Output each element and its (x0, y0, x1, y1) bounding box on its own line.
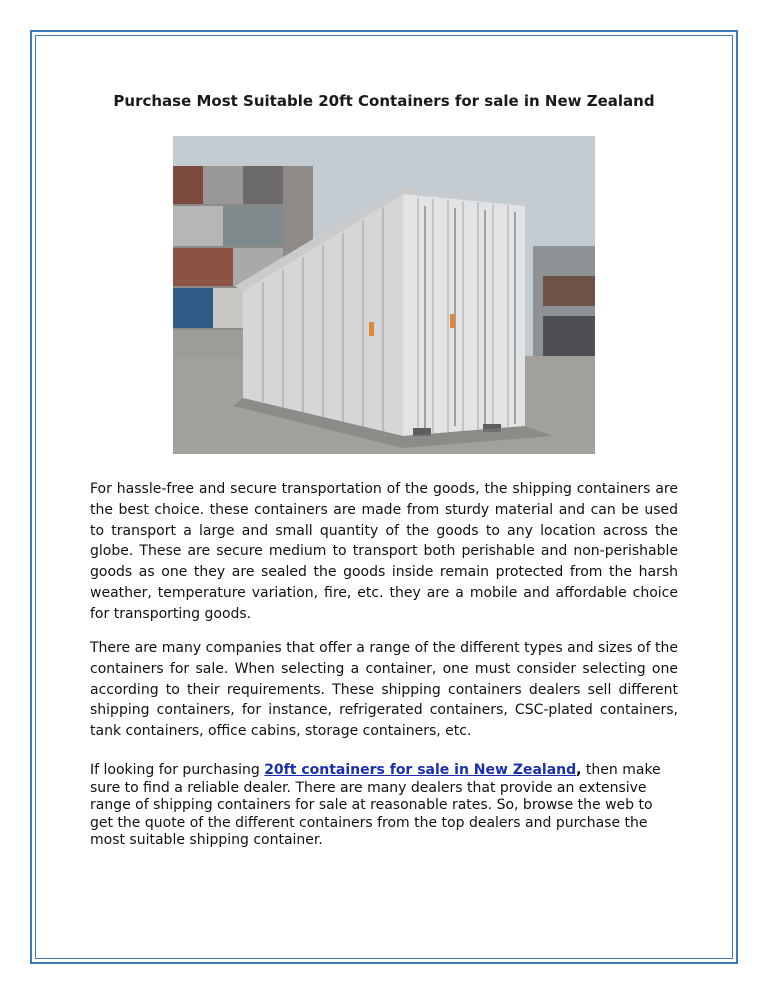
paragraph-dealers-rest: then make sure to find a reliable dealer. There are many dealers that provide an extensive range of shipping containers for sale at reasonable rates. So, browse the web to get the quote of the different containers from the top dealers and purchase the most suitable shipping container. (90, 762, 661, 848)
document-title: Purchase Most Suitable 20ft Containers for sale in New Zealand (113, 92, 655, 110)
paragraph-companies: There are many companies that offer a range of the different types and sizes of the containers for sale. When selecting a container, one must consider selecting one according to their requirements. These shipping containers dealers sell different shipping containers, for instance, refrigerated containers, CSC-plated containers, tank containers, office cabins, storage containers, etc. (90, 640, 678, 740)
paragraph-intro: For hassle-free and secure transportation of the goods, the shipping containers are the best choice. these containers are made from sturdy material and can be used to transport a large and small quantity of the goods to any location across the globe. These are secure medium to transport both perishable and non-perishable goods as one they are sealed the goods inside remain protected from the harsh weather, temperature variation, fire, etc. they are a mobile and affordable choice for transporting goods. (90, 481, 678, 622)
paragraph-dealers-comma: , (576, 762, 582, 778)
containers-for-sale-link[interactable]: 20ft containers for sale in New Zealand (264, 762, 577, 778)
container-photo (173, 136, 595, 454)
paragraph-dealers-lead: If looking for purchasing (90, 762, 265, 778)
paragraph-dealers (90, 762, 678, 850)
